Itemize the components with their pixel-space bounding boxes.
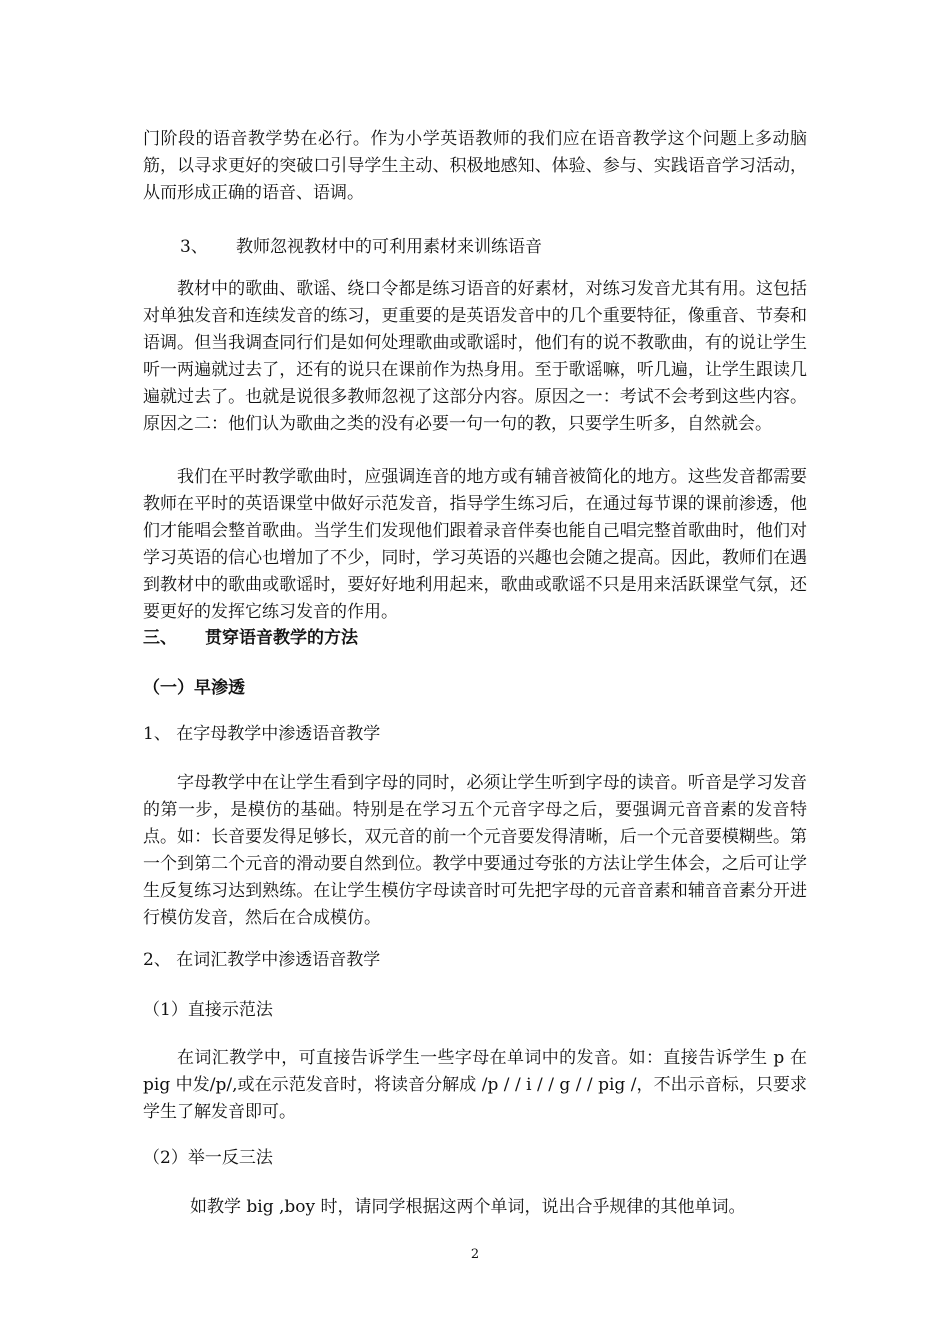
method-heading-analogy: （2）举一反三法 [143,1148,273,1168]
section-heading-3 [143,625,358,652]
heading-point-3-number: 3、 [180,237,208,257]
item-heading-letter-teaching: 1、 在字母教学中渗透语音教学 [143,724,381,744]
section-heading-3-number: 三、 [143,628,177,648]
section-heading-3-text: 贯穿语音教学的方法 [205,628,358,648]
paragraph-direct-demonstration: 在词汇教学中，可直接告诉学生一些字母在单词中的发音。如：直接告诉学生 p 在 pig 中发/p/,或在示范发音时，将读音分解成 /p / / i / / g / / pig /，不出示音标，只要求学生了解发音即可。 [143,1048,807,1122]
paragraph-intro-continued: 门阶段的语音教学势在必行。作为小学英语教师的我们应在语音教学这个问题上多动脑筋，以寻求更好的突破口引导学生主动、积极地感知、体验、参与、实践语音学习活动，从而形成正确的语音、语调。 [143,129,807,203]
subsection-heading-early-infiltration: （一）早渗透 [143,678,245,698]
paragraph-songs-materials: 教材中的歌曲、歌谣、绕口令都是练习语音的好素材，对练习发音尤其有用。这包括对单独发音和连续发音的练习，更重要的是英语发音中的几个重要特征，像重音、节奏和语调。但当我调查同行们是如何处理歌曲或歌谣时，他们有的说不教歌曲，有的说让学生听一两遍就过去了，还有的说只在课前作为热身用。至于歌谣嘛，听几遍，让学生跟读几遍就过去了。也就是说很多教师忽视了这部分内容。原因之一：考试不会考到这些内容。原因之二：他们认为歌曲之类的没有必要一句一句的教，只要学生听多，自然就会。 [143,279,807,434]
paragraph-teaching-songs: 我们在平时教学歌曲时，应强调连音的地方或有辅音被简化的地方。这些发音都需要教师在平时的英语课堂中做好示范发音，指导学生练习后，在通过每节课的课前渗透，他们才能唱会整首歌曲。当学生们发现他们跟着录音伴奏也能自己唱完整首歌曲时，他们对学习英语的信心也增加了不少，同时，学习英语的兴趣也会随之提高。因此，教师们在遇到教材中的歌曲或歌谣时，要好好地利用起来，歌曲或歌谣不只是用来活跃课堂气氛，还要更好的发挥它练习发音的作用。 [143,467,807,622]
paragraph-letter-teaching: 字母教学中在让学生看到字母的同时，必须让学生听到字母的读音。听音是学习发音的第一步，是模仿的基础。特别是在学习五个元音字母之后，要强调元音音素的发音特点。如：长音要发得足够长，双元音的前一个元音要发得清晰，后一个元音要模糊些。第一个到第二个元音的滑动要自然到位。教学中要通过夸张的方法让学生体会，之后可让学生反复练习达到熟练。在让学生模仿字母读音时可先把字母的元音音素和辅音音素分开进行模仿发音，然后在合成模仿。 [143,773,807,928]
page-number: 2 [470,1247,480,1262]
method-heading-direct-demonstration: （1）直接示范法 [143,1000,273,1020]
heading-point-3-text: 教师忽视教材中的可利用素材来训练语音 [236,237,542,257]
paragraph-analogy: 如教学 big ,boy 时，请同学根据这两个单词，说出合乎规律的其他单词。 [190,1197,746,1217]
heading-point-3 [180,234,542,261]
item-heading-vocabulary-teaching: 2、 在词汇教学中渗透语音教学 [143,950,381,970]
